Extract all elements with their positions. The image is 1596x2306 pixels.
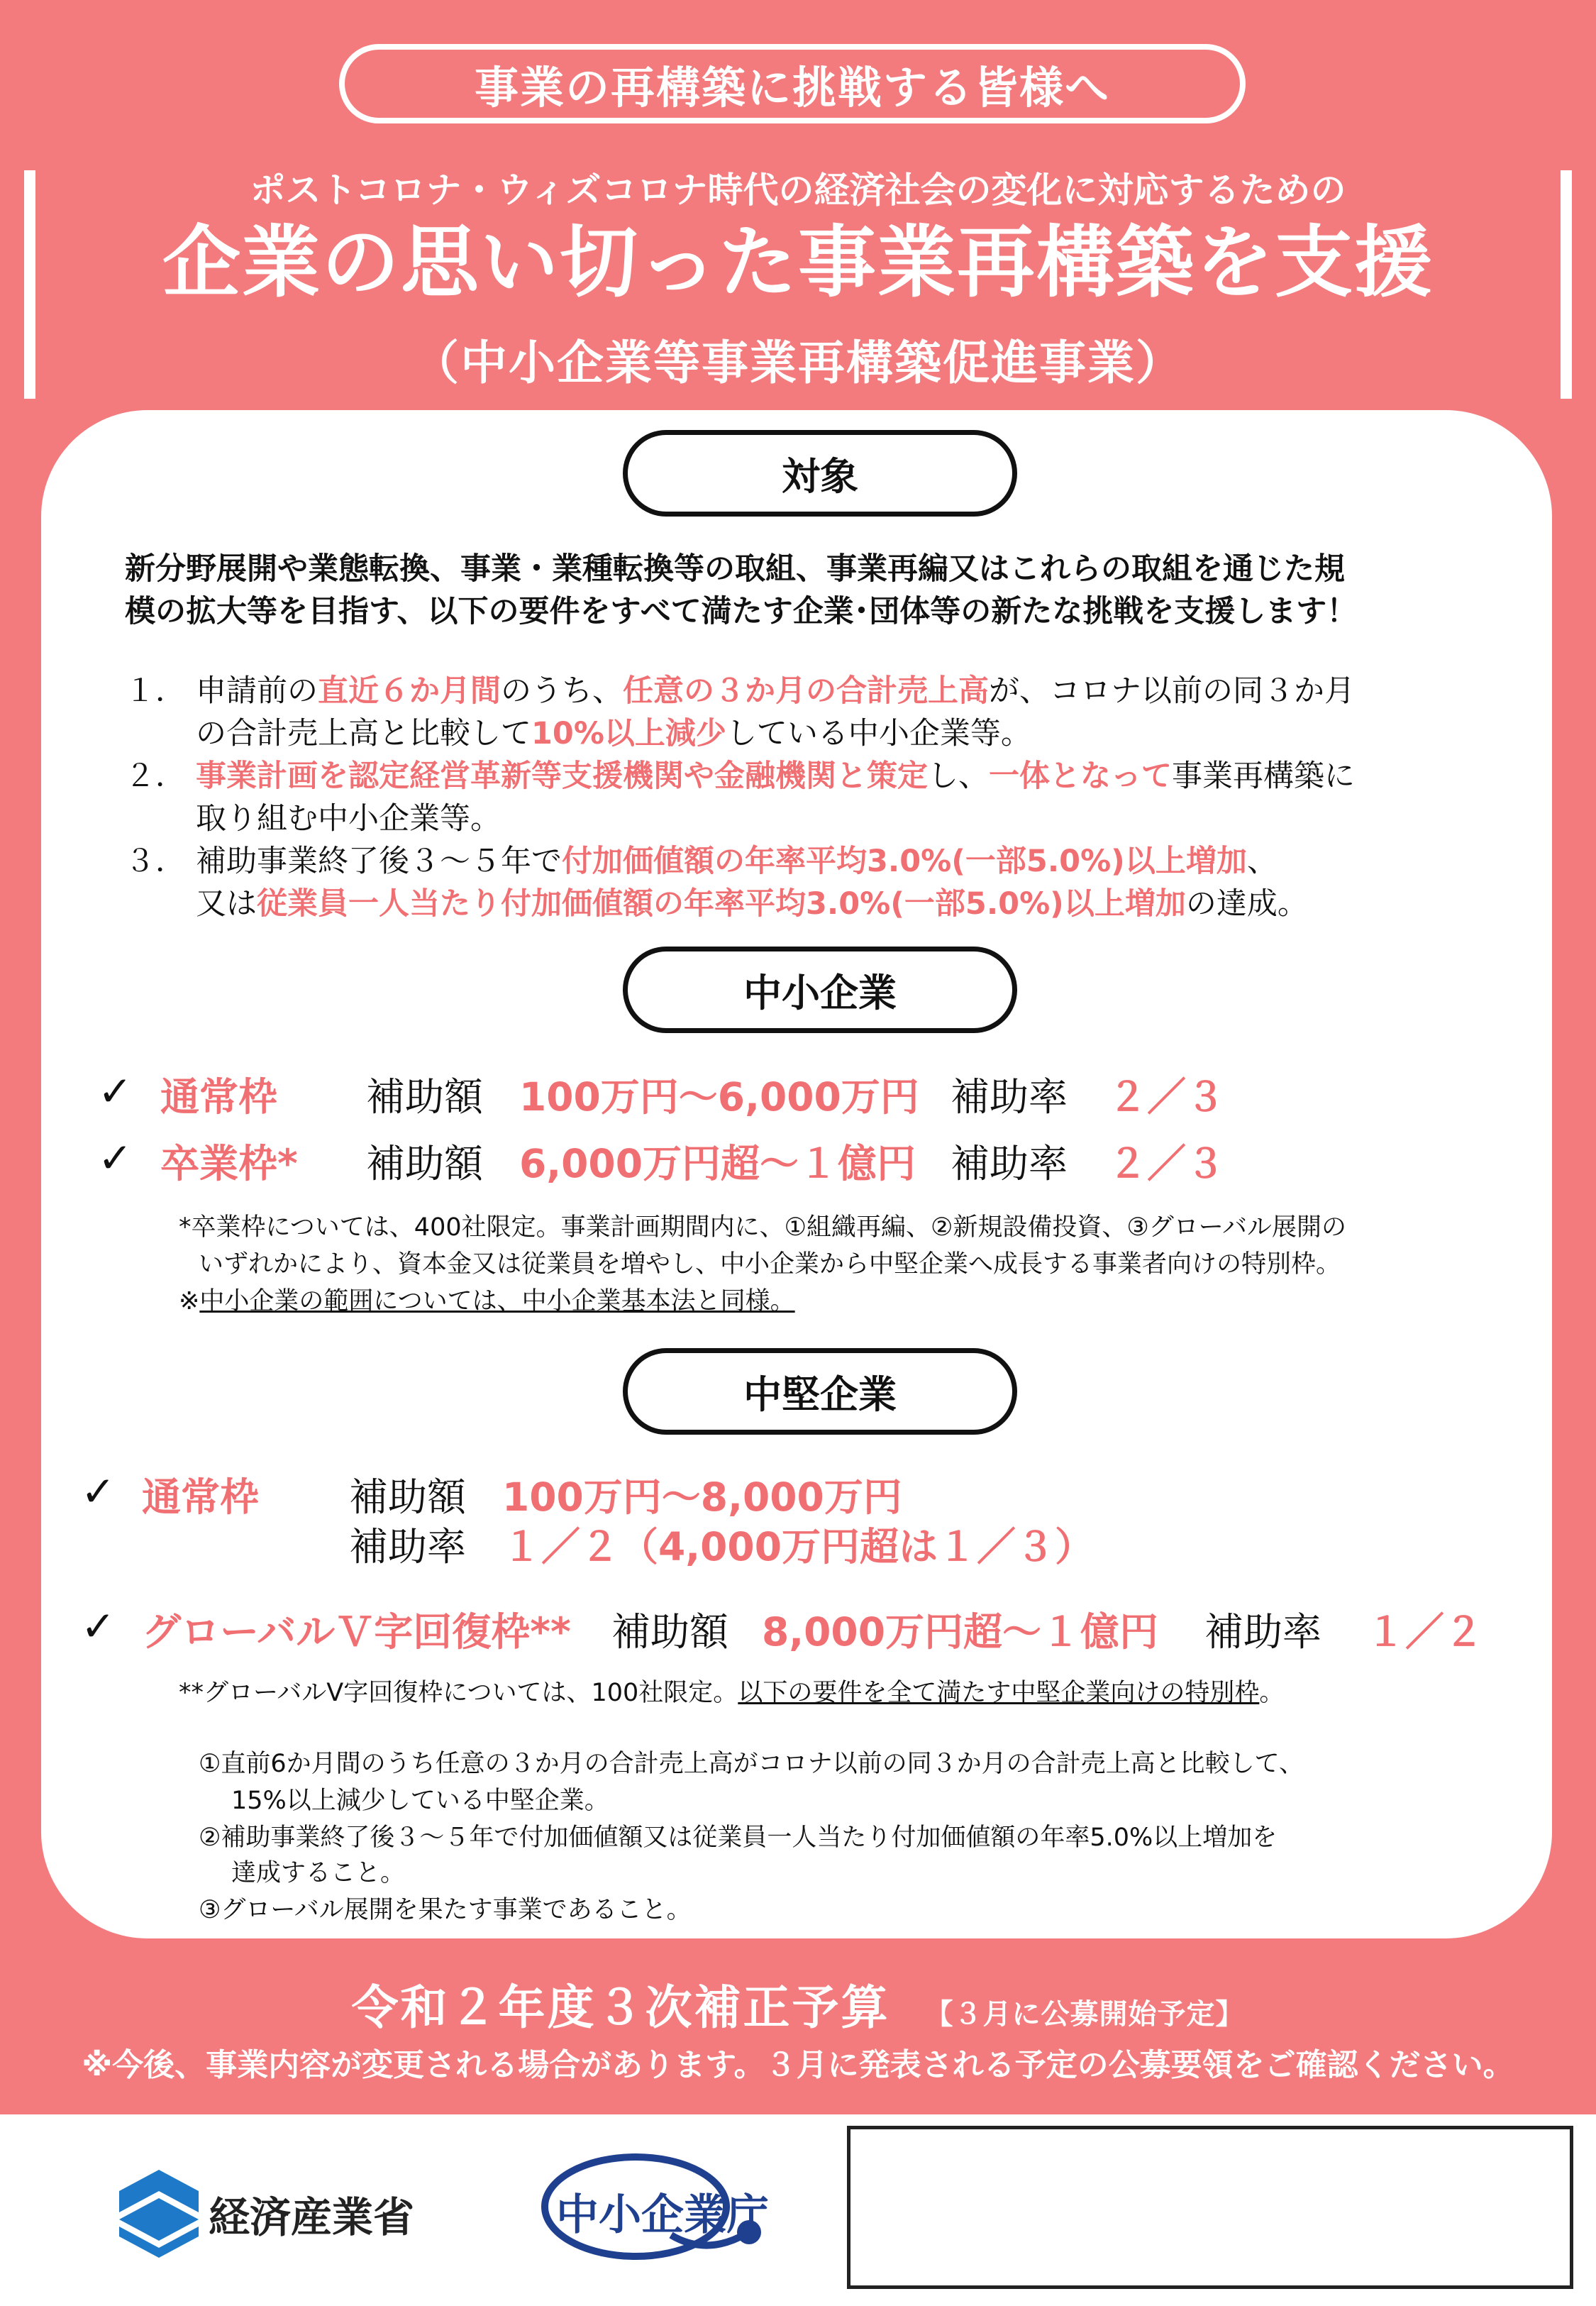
meti-name: 経済産業省 <box>209 2193 415 2241</box>
midsize-note: **グローバルV字回復枠については、100社限定。以下の要件を全て満たす中堅企業向けの特別枠。 <box>179 1679 1285 1707</box>
caution-text: ※今後、事業内容が変更される場合があります。３月に発表される予定の公募要領をご確認ください。 <box>82 2047 1514 2083</box>
sme-note-3: ※中小企業の範囲については、中小企業基本法と同様。 <box>179 1287 795 1315</box>
sme-normal-amount-label: 補助額 <box>366 1074 484 1120</box>
requirement-1: １． 申請前の直近６か月間のうち、任意の３か月の合計売上高が、コロナ以前の同３か月 <box>125 673 1355 709</box>
mid-normal-amount-label: 補助額 <box>349 1474 467 1520</box>
requirement-3-cont: 又は従業員一人当たり付加価値額の年率平均3.0%(一部5.0%)以上増加の達成。 <box>196 886 1308 922</box>
sme-graduation-rate: ２／３ <box>1108 1141 1226 1186</box>
mid-global-amount-label: 補助額 <box>611 1609 729 1655</box>
contact-box <box>847 2126 1573 2289</box>
sme-graduation-name: 卒業枠* <box>160 1141 298 1186</box>
check-icon: ✓ <box>81 1602 116 1650</box>
requirement-3: ３． 補助事業終了後３～５年で付加価値額の年率平均3.0%(一部5.0%)以上増加、 <box>125 844 1278 879</box>
mid-normal-name: 通常枠 <box>142 1474 260 1520</box>
meti-emblem-icon <box>119 2170 199 2258</box>
lead-text: ポストコロナ・ウィズコロナ時代の経済社会の変化に対応するための <box>250 170 1346 211</box>
check-icon: ✓ <box>98 1067 133 1115</box>
sme-normal-rate: ２／３ <box>1108 1074 1226 1120</box>
section-label-midsize: 中堅企業 <box>623 1348 1017 1435</box>
intro-line-2: 模の拡大等を目指す、以下の要件をすべて満たす企業･団体等の新たな挑戦を支援します！ <box>125 594 1358 629</box>
midsize-requirement-1-cont: 15%以上減少している中堅企業。 <box>231 1787 609 1815</box>
sme-graduation-amount: 6,000万円超～１億円 <box>519 1141 916 1186</box>
sme-note-1: *卒業枠については、400社限定。事業計画期間内に、①組織再編、②新規設備投資、③グローバル展開の <box>179 1213 1346 1242</box>
meti-logo <box>119 2170 414 2258</box>
requirement-2-cont: 取り組む中小企業等。 <box>196 801 501 837</box>
mid-global-rate-label: 補助率 <box>1204 1609 1322 1655</box>
check-icon: ✓ <box>81 1467 116 1516</box>
mid-normal-rate: １／２（4,000万円超は１／３） <box>502 1524 1094 1569</box>
midsize-requirement-1: ①直前6か月間のうち任意の３か月の合計売上高がコロナ以前の同３か月の合計売上高と比較して、 <box>199 1750 1304 1778</box>
page-subtitle: （中小企業等事業再構築促進事業） <box>412 336 1184 390</box>
chusho-name: 中小企業庁 <box>556 2190 769 2240</box>
midsize-requirement-2-cont: 達成すること。 <box>231 1859 406 1887</box>
sme-graduation-rate-label: 補助率 <box>951 1141 1068 1186</box>
page-title: 企業の思い切った事業再構築を支援 <box>162 217 1434 308</box>
sme-note-2: いずれかにより、資本金又は従業員を増やし、中小企業から中堅企業へ成長する事業者向けの特別枠。 <box>199 1250 1341 1279</box>
sme-graduation-amount-label: 補助額 <box>366 1141 484 1186</box>
budget-line: 令和２年度３次補正予算 【３月に公募開始予定】 <box>351 1980 1245 2035</box>
intro-line-1: 新分野展開や業態転換、事業・業種転換等の取組、事業再編又はこれらの取組を通じた規 <box>125 551 1345 587</box>
mid-global-rate: １／２ <box>1366 1609 1484 1655</box>
midsize-requirement-3: ③グローバル展開を果たす事業であること。 <box>199 1896 692 1924</box>
chusho-logo <box>536 2150 770 2266</box>
section-label-sme: 中小企業 <box>623 947 1017 1033</box>
sme-normal-rate-label: 補助率 <box>951 1074 1068 1120</box>
sme-normal-amount: 100万円～6,000万円 <box>519 1074 919 1120</box>
requirement-1-cont: の合計売上高と比較して10%以上減少している中小企業等。 <box>196 716 1031 751</box>
midsize-requirement-2: ②補助事業終了後３～５年で付加価値額又は従業員一人当たり付加価値額の年率5.0%以上増加を <box>199 1824 1278 1852</box>
section-label-target: 対象 <box>623 430 1017 517</box>
header-pill: 事業の再構築に挑戦する皆様へ <box>339 44 1246 123</box>
mid-global-name: グローバルＶ字回復枠** <box>142 1609 571 1655</box>
check-icon: ✓ <box>98 1134 133 1182</box>
sme-normal-name: 通常枠 <box>160 1074 278 1120</box>
mid-normal-rate-label: 補助率 <box>349 1524 467 1569</box>
mid-global-amount: 8,000万円超～１億円 <box>762 1609 1158 1655</box>
mid-normal-amount: 100万円～8,000万円 <box>502 1474 902 1520</box>
requirement-2: ２． 事業計画を認定経営革新等支援機関や金融機関と策定し、一体となって事業再構築に <box>125 758 1355 794</box>
